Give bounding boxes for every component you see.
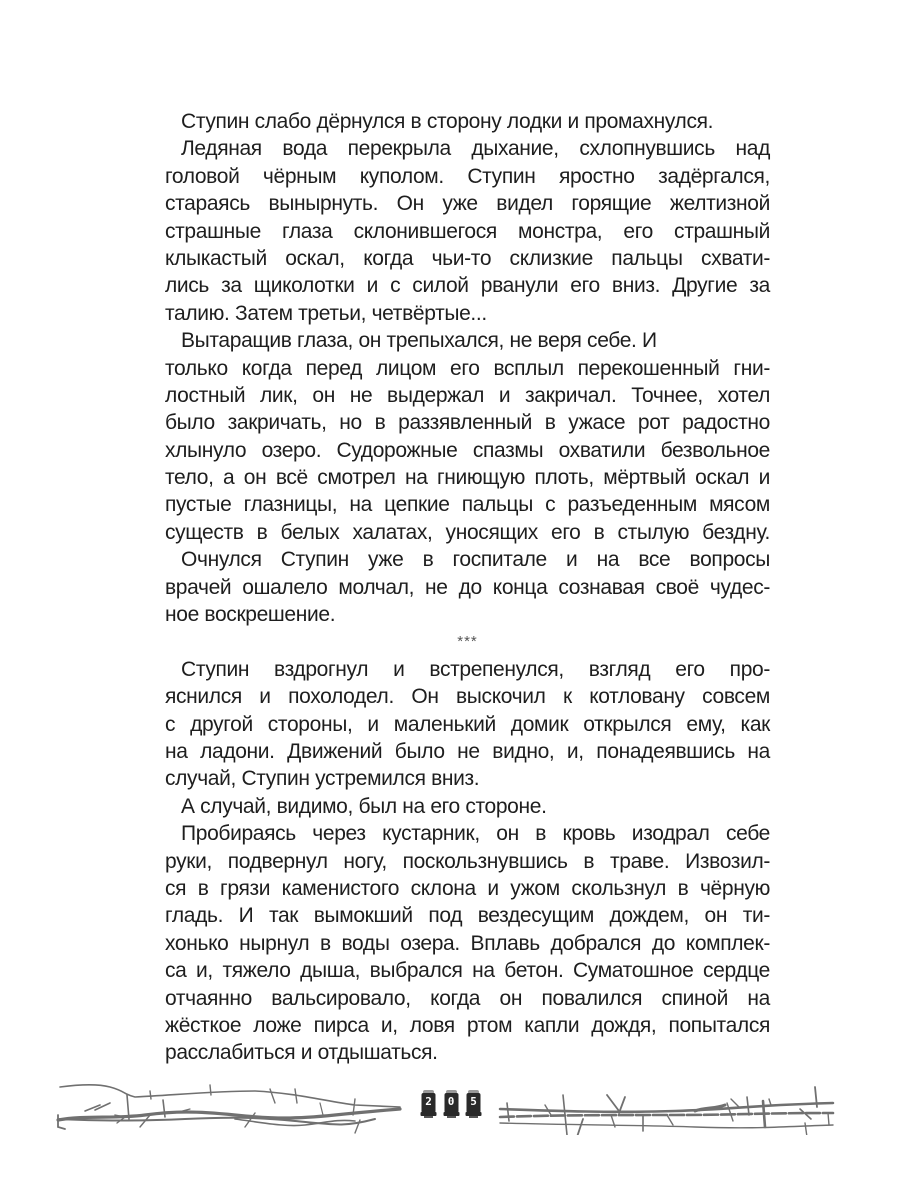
nixie-tube-icon xyxy=(465,1089,482,1119)
paragraph-line: са и, тяжело дыша, выбрался на бетон. Суматошное сердце xyxy=(165,959,770,983)
paragraph-line: отчаянно вальсировало, когда он повалился спиной на xyxy=(165,986,770,1010)
paragraph-line: Очнулся Ступин уже в госпитале и на все вопросы xyxy=(181,548,770,572)
paragraph-line: яснился и похолодел. Он выскочил к котловану совсем xyxy=(165,685,770,709)
paragraph-line: на ладони. Движений было не видно, и, понадеявшись на xyxy=(165,739,770,763)
paragraph-line: руки, подвернул ногу, поскользнувшись в траве. Извозил- xyxy=(165,849,770,873)
paragraph-line: страшные глаза склонившегося монстра, его страшный xyxy=(165,219,770,243)
nixie-tube-icon xyxy=(420,1089,437,1119)
paragraph-line: Ступин вздрогнул и встрепенулся, взгляд его про- xyxy=(181,657,770,681)
paragraph-line: ное воскрешение. xyxy=(165,603,336,627)
paragraph-line: случай, Ступин устремился вниз. xyxy=(165,767,480,791)
paragraph-line: хлынуло озеро. Судорожные спазмы охватили безвольное xyxy=(165,438,770,462)
paragraph-line: врачей ошалело молчал, не до конца сознавая своё чудес- xyxy=(165,575,770,599)
barbed-wire-left-icon xyxy=(55,1075,410,1135)
paragraph-line: было закричать, но в раззявленный в ужасе рот радостно xyxy=(165,411,770,435)
paragraph-line: существ в белых халатах, уносящих его в стылую бездну. xyxy=(165,520,770,544)
section-separator: *** xyxy=(457,633,478,651)
paragraph-line: А случай, видимо, был на его стороне. xyxy=(181,794,547,818)
page-footer xyxy=(0,1075,900,1145)
paragraph-line: расслабиться и отдышаться. xyxy=(165,1041,438,1065)
barbed-wire-right-icon xyxy=(495,1075,840,1135)
paragraph-line: Пробираясь через кустарник, он в кровь изодрал себе xyxy=(181,822,770,846)
page-number-digit: 2 xyxy=(425,1095,432,1108)
paragraph-line: лись за щиколотки и с силой рванули его вниз. Другие за xyxy=(165,274,770,298)
paragraph-line: головой чёрным куполом. Ступин яростно задёргался, xyxy=(165,164,770,188)
paragraph-line: только когда перед лицом его всплыл перекошенный гни- xyxy=(165,356,770,380)
page-number-digit: 5 xyxy=(470,1095,477,1108)
paragraph-line: лостный лик, он не выдержал и закричал. Точнее, хотел xyxy=(165,383,770,407)
paragraph-line: клыкастый оскал, когда чьи-то склизкие пальцы схвати- xyxy=(165,246,770,270)
paragraph-line: Ледяная вода перекрыла дыхание, схлопнувшись над xyxy=(181,137,770,161)
nixie-tube-icon xyxy=(443,1089,460,1119)
paragraph-line: жёсткое ложе пирса и, ловя ртом капли дождя, попытался xyxy=(165,1013,770,1037)
paragraph-line: гладь. И так вымокший под вездесущим дождем, он ти- xyxy=(165,904,770,928)
paragraph-line: ся в грязи каменистого склона и ужом скользнул в чёрную xyxy=(165,876,770,900)
page-number xyxy=(420,1089,482,1121)
paragraph-line: Вытаращив глаза, он трепыхался, не веря себе. И xyxy=(181,329,657,353)
paragraph-line: с другой стороны, и маленький домик открылся ему, как xyxy=(165,712,770,736)
paragraph-line: хонько нырнул в воды озера. Вплавь добрался до комплек- xyxy=(165,931,770,955)
page-number-digit: 0 xyxy=(447,1095,455,1108)
paragraph-line: стараясь вынырнуть. Он уже видел горящие желтизной xyxy=(165,192,770,216)
paragraph-line: талию. Затем третьи, четвёртые... xyxy=(165,301,487,325)
paragraph-line: Ступин слабо дёрнулся в сторону лодки и промахнулся. xyxy=(181,110,714,133)
paragraph-line: пустые глазницы, на цепкие пальцы с разъеденным мясом xyxy=(165,493,770,517)
paragraph-line: тело, а он всё смотрел на гниющую плоть, мёртвый оскал и xyxy=(165,466,770,490)
body-text xyxy=(165,108,770,1067)
